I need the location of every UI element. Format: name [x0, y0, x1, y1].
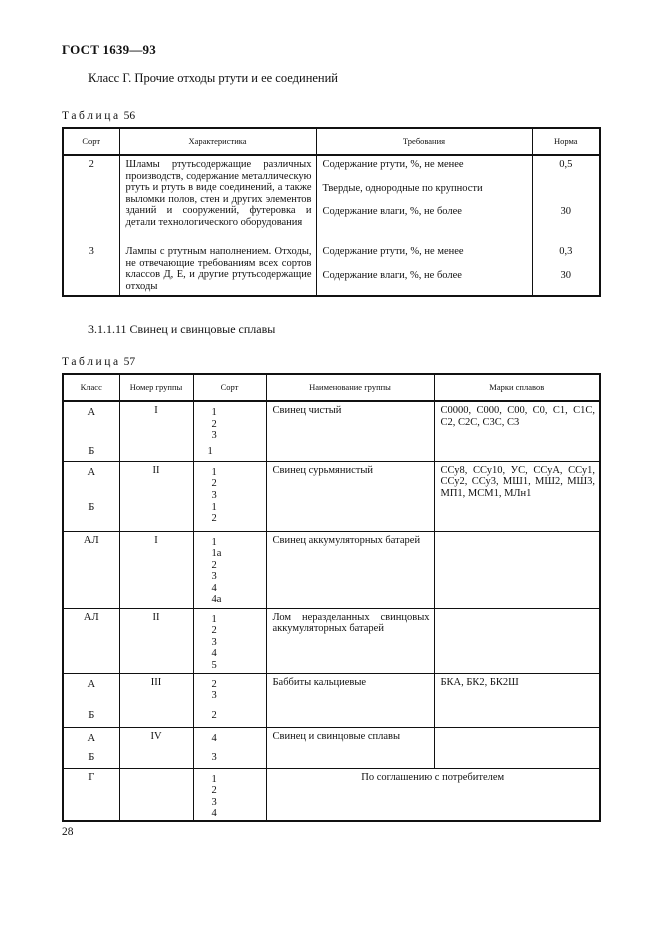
group-number-cell: IV	[150, 730, 162, 742]
class-cell: Б	[88, 446, 95, 457]
class-cell: А	[87, 678, 96, 690]
requirements-cell	[317, 243, 532, 284]
table-header-cell: Марки сплавов	[434, 374, 600, 401]
table-row	[63, 673, 600, 727]
class-cell: А	[87, 732, 96, 744]
requirement-line: Твердые, однородные по крупности	[322, 182, 483, 194]
group-name-cell: Свинец и свинцовые сплавы	[272, 730, 401, 742]
table-header-cell: Класс	[63, 374, 119, 401]
sort-values: 1 2 3	[211, 466, 217, 501]
class-heading: Класс Г. Прочие отходы ртути и ее соединений	[88, 71, 338, 85]
group-name-cell: Свинец сурьмянистый	[272, 464, 374, 476]
table-56	[62, 127, 601, 297]
table-header-cell: Номер группы	[119, 374, 193, 401]
table-row	[63, 461, 600, 531]
requirement-line: Содержание ртути, %, не менее	[322, 246, 464, 257]
norm-value: 30	[560, 206, 571, 218]
alloy-marks-cell: БКА, БК2, БК2Ш	[440, 676, 519, 688]
table-row	[63, 155, 600, 243]
table-row	[63, 243, 600, 296]
norm-value: 30	[560, 269, 571, 281]
table-header-cell: Наименование группы	[266, 374, 434, 401]
class-cell: Б	[88, 709, 95, 721]
table-row	[63, 531, 600, 608]
group-number-cell	[120, 769, 193, 775]
sort-values: 3	[211, 751, 217, 763]
class-cell: АЛ	[83, 611, 99, 623]
group-number-cell: III	[150, 676, 162, 688]
table-row	[63, 768, 600, 821]
table-row	[63, 401, 600, 461]
alloy-marks-cell	[435, 728, 600, 734]
norm-value: 0,5	[559, 159, 573, 170]
group-name-cell: Лом неразделанных свинцовых аккумуляторных батарей	[272, 611, 430, 635]
class-cell: Б	[88, 751, 95, 763]
group-number-cell: I	[154, 534, 158, 546]
group-name-cell: Свинец аккумуляторных батарей	[272, 534, 421, 546]
norm-value: 0,3	[559, 246, 573, 257]
characteristic-cell: Лампы с ртутным наполнением. Отходы, не отвечающие требованиям всех сортов классов Д, Е, и другие ртутьсодержащие отходы	[125, 246, 312, 292]
document-header: ГОСТ 1639—93	[62, 42, 156, 57]
page-number: 28	[62, 826, 74, 838]
table-row	[63, 608, 600, 673]
table-row	[63, 727, 600, 768]
table-57	[62, 373, 601, 822]
table-caption-word: Таблица	[62, 356, 121, 368]
requirement-line: Содержание влаги, %, не более	[322, 206, 462, 218]
sort-values: 2 3	[211, 678, 217, 702]
sort-values: 2	[211, 709, 217, 721]
requirements-cell	[317, 156, 532, 221]
table-header-cell: Требования	[316, 128, 532, 155]
table-caption-word: Таблица	[62, 110, 121, 122]
table-56-caption	[62, 110, 135, 122]
sort-values: 4	[211, 732, 217, 744]
requirement-line: Содержание ртути, %, не менее	[322, 159, 464, 170]
norm-cell	[533, 156, 600, 221]
norm-cell	[533, 243, 600, 284]
section-title: 3.1.1.11 Свинец и свинцовые сплавы	[88, 322, 276, 336]
table-header-cell: Сорт	[193, 374, 266, 401]
sort-values: 1 2 3	[211, 407, 217, 442]
table-caption-number: 57	[123, 356, 136, 368]
sort-values: 1 2	[211, 501, 217, 525]
sort-values: 1 2 3 4	[211, 773, 217, 820]
norm-value	[537, 183, 596, 195]
table-header-cell: Норма	[532, 128, 600, 155]
characteristic-cell: Шламы ртутьсодержащие различных производств, содержание металлическую ртуть и ртуть в виде соединений, а также выломки полов, стен и других элементов зданий и сооружений, футеровка и детали технологического оборудования	[125, 159, 312, 228]
alloy-marks-cell: ССу8, ССу10, УС, ССуА, ССу1, ССу2, ССу3, МШ1, МШ2, МШ3, МП1, МСМ1, МЛн1	[440, 464, 595, 499]
table-57-caption	[62, 356, 135, 368]
class-cell: Б	[88, 501, 95, 513]
sort-cell: 2	[88, 159, 94, 170]
table-header-cell: Сорт	[63, 128, 119, 155]
group-name-cell: Свинец чистый	[272, 405, 342, 416]
table-header-cell: Характеристика	[119, 128, 316, 155]
alloy-marks-cell	[435, 532, 600, 538]
sort-values: 1 1а 2 3 4 4а	[211, 536, 222, 606]
class-cell: АЛ	[83, 534, 99, 546]
group-name-cell: Баббиты кальциевые	[272, 676, 367, 688]
class-cell: Г	[88, 771, 95, 783]
sort-values: 1 2 3 4 5	[211, 613, 217, 671]
class-cell: А	[87, 466, 96, 478]
table-caption-number: 56	[123, 110, 136, 122]
alloy-marks-cell	[435, 609, 600, 615]
group-name-cell: По соглашению с потребителем	[361, 771, 505, 783]
group-number-cell: II	[152, 611, 160, 623]
group-number-cell: II	[152, 464, 160, 476]
requirement-line: Содержание влаги, %, не более	[322, 269, 462, 281]
class-cell: А	[87, 407, 96, 418]
alloy-marks-cell: С0000, С000, С00, С0, С1, С1С, С2, С2С, С3С, С3	[440, 405, 595, 428]
sort-values: 1	[207, 446, 213, 457]
group-number-cell: I	[154, 405, 158, 416]
sort-cell: 3	[88, 246, 94, 257]
